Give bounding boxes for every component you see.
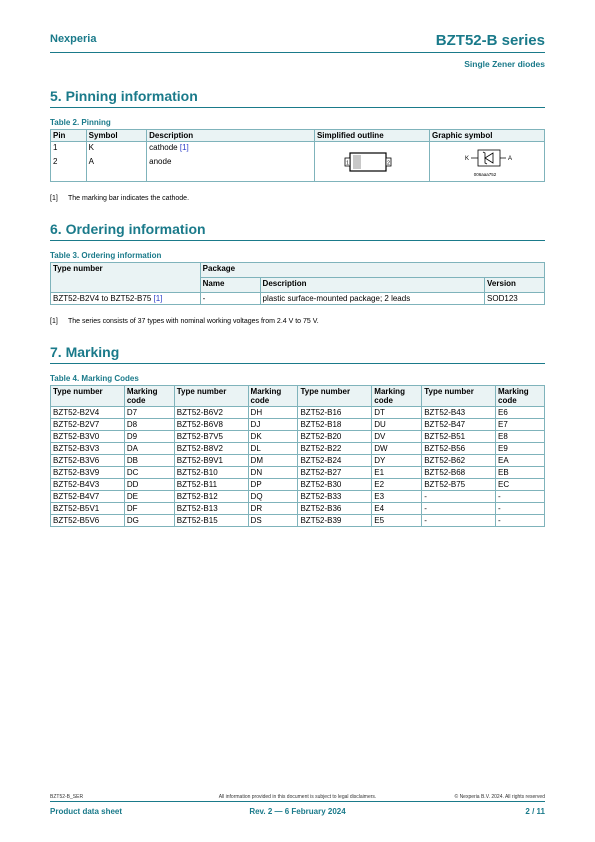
type-number-cell: BZT52-B3V0 (51, 431, 125, 443)
marking-code-cell: DR (248, 503, 298, 515)
package-name-cell: - (200, 293, 260, 305)
type-number-cell: BZT52-B30 (298, 479, 372, 491)
marking-code-cell: DL (248, 443, 298, 455)
sod123-outline-drawing (317, 149, 427, 175)
marking-table-body (51, 407, 545, 527)
type-number-cell: BZT52-B75 (422, 479, 496, 491)
description-cell: anode (147, 156, 315, 182)
simplified-outline-cell (314, 142, 429, 182)
table-row (51, 515, 545, 527)
marking-code-cell: DE (124, 491, 174, 503)
type-number-cell: BZT52-B12 (174, 491, 248, 503)
type-number-cell: BZT52-B5V1 (51, 503, 125, 515)
footer-page-number: 2 / 11 (525, 807, 545, 816)
col-header-graphic-symbol: Graphic symbol (429, 130, 544, 142)
footnote-text: The series consists of 37 types with nominal working voltages from 2.4 V to 75 V. (68, 318, 319, 325)
table-row (51, 491, 545, 503)
type-number-cell: - (422, 515, 496, 527)
marking-code-cell: E9 (496, 443, 545, 455)
marking-code-cell: DC (124, 467, 174, 479)
type-number-cell: BZT52-B22 (298, 443, 372, 455)
col-header-outline: Simplified outline (314, 130, 429, 142)
type-number-cell: BZT52-B8V2 (174, 443, 248, 455)
marking-code-cell: E8 (496, 431, 545, 443)
type-number-cell: BZT52-B10 (174, 467, 248, 479)
col-header-package: Package (200, 263, 544, 278)
section-rule (50, 240, 545, 241)
type-number-cell: BZT52-B15 (174, 515, 248, 527)
type-number-cell: BZT52-B6V2 (174, 407, 248, 419)
type-number-cell: BZT52-B27 (298, 467, 372, 479)
description-text: cathode (149, 143, 178, 152)
marking-code-cell: - (496, 515, 545, 527)
zener-diode-symbol (432, 145, 542, 179)
marking-code-cell: DD (124, 479, 174, 491)
type-number-cell: BZT52-B3V6 (51, 455, 125, 467)
marking-code-cell: D9 (124, 431, 174, 443)
footer-doc-id: BZT52-B_SER (50, 794, 84, 800)
graphic-symbol-cell (429, 142, 544, 182)
col-header-marking-code: Marking code (248, 386, 298, 407)
type-number-cell: BZT52-B68 (422, 467, 496, 479)
table-row (51, 431, 545, 443)
type-number-cell: BZT52-B16 (298, 407, 372, 419)
marking-code-cell: E1 (372, 467, 422, 479)
type-number-cell: BZT52-B56 (422, 443, 496, 455)
type-number-cell: BZT52-B33 (298, 491, 372, 503)
marking-code-cell: E3 (372, 491, 422, 503)
symbol-cell: K (86, 142, 147, 156)
col-header-pin: Pin (51, 130, 87, 142)
type-number-cell: BZT52-B36 (298, 503, 372, 515)
table-row (51, 455, 545, 467)
type-number-cell: BZT52-B4V3 (51, 479, 125, 491)
col-header-name: Name (200, 278, 260, 293)
table-row (51, 443, 545, 455)
table-header-row (51, 263, 545, 278)
marking-code-cell: E6 (496, 407, 545, 419)
symbol-cell: A (86, 156, 147, 182)
col-header-marking-code: Marking code (496, 386, 545, 407)
table-header-row (51, 386, 545, 407)
section-title-pinning: 5. Pinning information (50, 88, 198, 104)
marking-code-cell: DJ (248, 419, 298, 431)
type-number-text: BZT52-B2V4 to BZT52-B75 (53, 294, 152, 303)
footnote-pinning (50, 195, 189, 202)
marking-code-cell: DB (124, 455, 174, 467)
marking-code-cell: EB (496, 467, 545, 479)
marking-code-cell: DK (248, 431, 298, 443)
table-caption-ordering: Table 3. Ordering information (50, 251, 162, 260)
marking-code-cell: D7 (124, 407, 174, 419)
footer-rule (50, 801, 545, 802)
marking-code-cell: EC (496, 479, 545, 491)
marking-code-cell: DG (124, 515, 174, 527)
pinning-table (50, 129, 545, 182)
footnote-ordering (50, 318, 319, 325)
type-number-cell: BZT52-B20 (298, 431, 372, 443)
type-number-cell: BZT52-B7V5 (174, 431, 248, 443)
footer-doc-type: Product data sheet (50, 807, 123, 816)
table-header-row (51, 130, 545, 142)
marking-code-cell: DN (248, 467, 298, 479)
footnote-text: The marking bar indicates the cathode. (68, 195, 190, 202)
footer-copyright: © Nexperia B.V. 2024. All rights reserved (454, 794, 545, 800)
col-header-type-number: Type number (51, 263, 201, 293)
type-number-cell: BZT52-B13 (174, 503, 248, 515)
type-number-cell: BZT52-B18 (298, 419, 372, 431)
col-header-description: Description (260, 278, 484, 293)
outline-pin1-label: 1 (346, 160, 349, 166)
type-number-cell: - (422, 491, 496, 503)
ordering-table (50, 262, 545, 305)
marking-code-cell: DQ (248, 491, 298, 503)
type-number-cell: BZT52-B11 (174, 479, 248, 491)
header-rule (50, 52, 545, 53)
marking-code-cell: E7 (496, 419, 545, 431)
type-number-cell: BZT52-B6V8 (174, 419, 248, 431)
marking-code-cell: DU (372, 419, 422, 431)
col-header-type-number: Type number (422, 386, 496, 407)
symbol-a-label: A (507, 155, 512, 162)
table-row (51, 479, 545, 491)
section-title-ordering: 6. Ordering information (50, 221, 206, 237)
footer-disclaimer: All information provided in this document is subject to legal disclaimers. (218, 794, 377, 800)
section-rule (50, 107, 545, 108)
type-number-cell: BZT52-B39 (298, 515, 372, 527)
col-header-marking-code: Marking code (372, 386, 422, 407)
table-caption-marking: Table 4. Marking Codes (50, 374, 139, 383)
document-subtitle: Single Zener diodes (464, 59, 545, 69)
pin-cell: 1 (51, 142, 87, 156)
table-row (51, 503, 545, 515)
marking-code-cell: EA (496, 455, 545, 467)
table-row (51, 407, 545, 419)
type-number-cell: BZT52-B9V1 (174, 455, 248, 467)
marking-code-cell: DY (372, 455, 422, 467)
type-number-cell: BZT52-B62 (422, 455, 496, 467)
marking-code-cell: DT (372, 407, 422, 419)
footnote-marker: [1] (50, 195, 58, 202)
type-number-cell: BZT52-B43 (422, 407, 496, 419)
type-number-cell: BZT52-B4V7 (51, 491, 125, 503)
marking-code-cell: - (496, 503, 545, 515)
marking-code-cell: - (496, 491, 545, 503)
type-number-cell: BZT52-B5V6 (51, 515, 125, 527)
marking-code-cell: DV (372, 431, 422, 443)
col-header-marking-code: Marking code (124, 386, 174, 407)
col-header-version: Version (485, 278, 545, 293)
col-header-type-number: Type number (298, 386, 372, 407)
marking-code-cell: DM (248, 455, 298, 467)
type-number-cell: - (422, 503, 496, 515)
type-number-cell: BZT52-B24 (298, 455, 372, 467)
footer-revision: Rev. 2 — 6 February 2024 (249, 807, 346, 816)
marking-code-cell: E4 (372, 503, 422, 515)
footnote-link[interactable]: [1] (179, 143, 189, 152)
marking-code-cell: E2 (372, 479, 422, 491)
col-header-symbol: Symbol (86, 130, 147, 142)
footnote-link[interactable]: [1] (153, 294, 163, 303)
type-number-cell: BZT52-B51 (422, 431, 496, 443)
section-rule (50, 363, 545, 364)
document-title: BZT52-B series (435, 32, 545, 49)
type-number-cell: BZT52-B47 (422, 419, 496, 431)
outline-pin2-label: 2 (387, 160, 390, 166)
table-row (51, 419, 545, 431)
type-number-cell: BZT52-B3V9 (51, 467, 125, 479)
col-header-description: Description (147, 130, 315, 142)
col-header-type-number: Type number (51, 386, 125, 407)
marking-code-cell: D8 (124, 419, 174, 431)
type-number-cell (51, 293, 201, 305)
section-title-marking: 7. Marking (50, 344, 120, 360)
symbol-code-label: 006aaa752 (473, 171, 497, 177)
marking-code-cell: DA (124, 443, 174, 455)
marking-code-cell: DS (248, 515, 298, 527)
pin-cell: 2 (51, 156, 87, 182)
marking-code-cell: DF (124, 503, 174, 515)
marking-code-cell: DW (372, 443, 422, 455)
description-cell (147, 142, 315, 156)
table-caption-pinning: Table 2. Pinning (50, 118, 111, 127)
package-description-cell: plastic surface-mounted package; 2 leads (260, 293, 484, 305)
symbol-k-label: K (464, 155, 469, 162)
type-number-cell: BZT52-B2V4 (51, 407, 125, 419)
marking-code-cell: E5 (372, 515, 422, 527)
type-number-cell: BZT52-B2V7 (51, 419, 125, 431)
footnote-marker: [1] (50, 318, 58, 325)
type-number-cell: BZT52-B3V3 (51, 443, 125, 455)
table-row (51, 142, 545, 156)
package-version-cell: SOD123 (485, 293, 545, 305)
marking-codes-table (50, 385, 545, 527)
table-row (51, 293, 545, 305)
marking-code-cell: DP (248, 479, 298, 491)
marking-code-cell: DH (248, 407, 298, 419)
col-header-type-number: Type number (174, 386, 248, 407)
company-name: Nexperia (50, 33, 97, 45)
table-row (51, 467, 545, 479)
